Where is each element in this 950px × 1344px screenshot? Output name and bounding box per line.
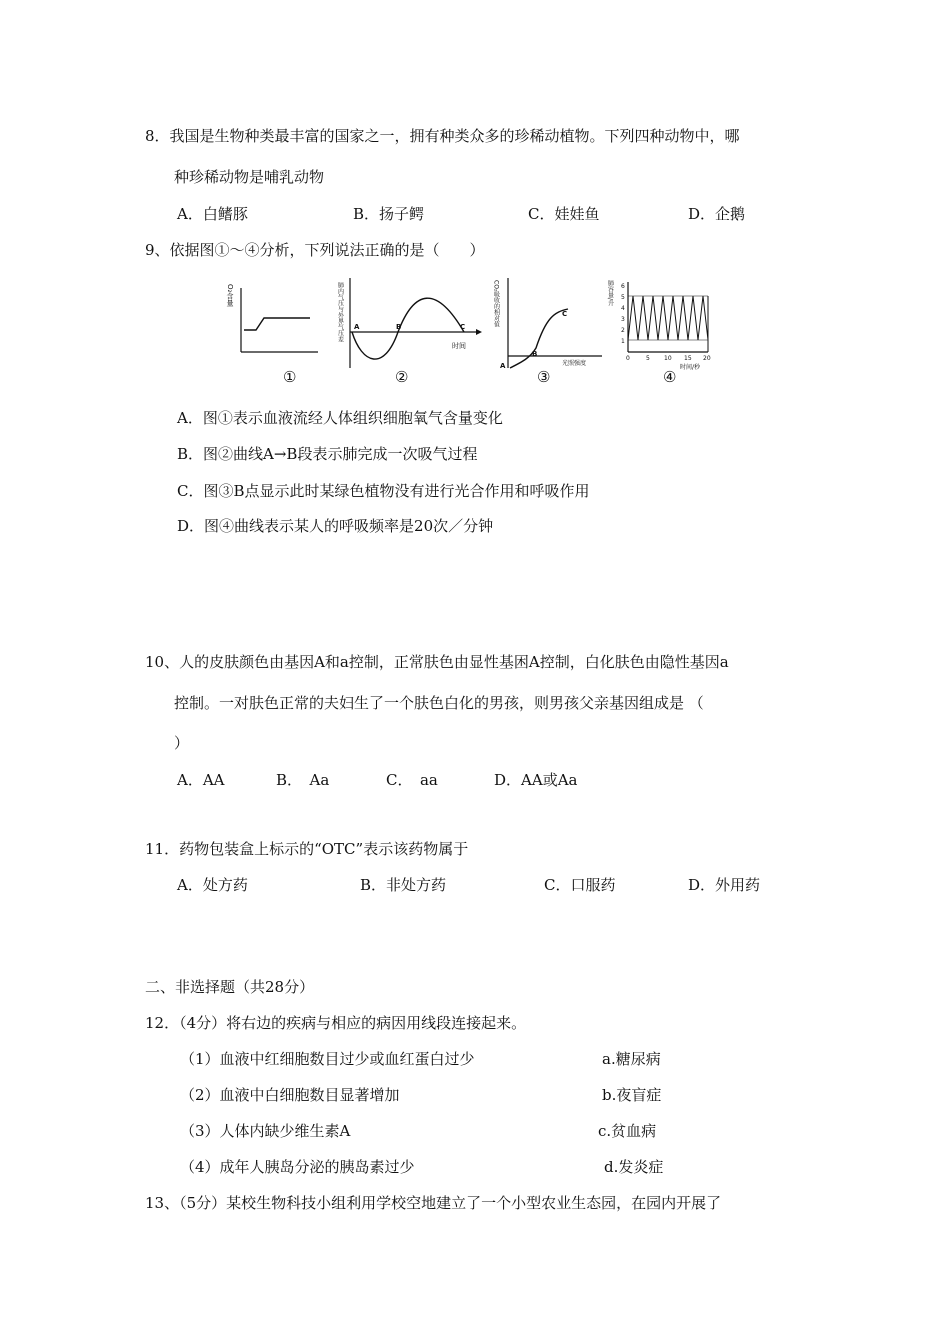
fig3-xlabel: 光照强度: [562, 360, 587, 367]
q10-option-c: C． aa: [386, 771, 438, 789]
fig2-point-a: A: [354, 323, 360, 331]
q10-option-b: B． Aa: [276, 771, 330, 789]
q9-stem: 9、依据图①～④分析，下列说法正确的是（ ）: [145, 241, 485, 259]
fig4-ytick-3: 3: [621, 316, 625, 323]
q10-stem-line3: ）: [174, 734, 190, 752]
q12-left-1: （1）血液中红细胞数目过少或血红蛋白过少: [180, 1050, 475, 1068]
q11-option-b: B．非处方药: [360, 876, 447, 894]
fig4-ytick-1: 1: [621, 338, 625, 345]
fig4-xtick-5: 5: [646, 355, 650, 362]
fig4-ylabel: 肺容量/升: [606, 280, 614, 307]
q10-option-d: D．AA或Aa: [494, 771, 578, 789]
figure-2: [336, 276, 486, 371]
q10-option-a: A．AA: [177, 771, 225, 789]
q10-stem-line2: 控制。一对肤色正常的夫妇生了一个肤色白化的男孩，则男孩父亲基因组成是 （: [174, 694, 704, 712]
fig3-point-b: B: [532, 350, 538, 358]
q9-option-a: A．图①表示血液流经人体组织细胞氧气含量变化: [177, 409, 503, 427]
fig4-xtick-15: 15: [684, 355, 692, 362]
q9-option-c: C．图③B点显示此时某绿色植物没有进行光合作用和呼吸作用: [177, 482, 590, 500]
fig3-ylabel: CO₂吸收的相对值: [492, 280, 500, 328]
q12-right-a: a.糖尿病: [602, 1050, 661, 1068]
q10-stem-line1: 10、人的皮肤颜色由基因A和a控制，正常肤色由显性基困A控制，白化肤色由隐性基因a: [145, 653, 729, 671]
q13-stem: 13、（5分）某校生物科技小组利用学校空地建立了一个小型农业生态园，在园内开展了: [145, 1194, 722, 1212]
figure-3: [494, 276, 606, 371]
q11-option-c: C．口服药: [544, 876, 616, 894]
figure-4: [608, 276, 720, 371]
fig2-number: ②: [395, 368, 409, 386]
q8-stem-line1: 8．我国是生物种类最丰富的国家之一，拥有种类众多的珍稀动植物。下列四种动物中，哪: [145, 127, 740, 145]
fig2-point-c: C: [460, 323, 466, 331]
q11-stem: 11．药物包装盒上标示的“OTC”表示该药物属于: [145, 840, 469, 858]
q8-option-a: A．白鳍豚: [177, 205, 248, 223]
q8-option-c: C．娃娃鱼: [528, 205, 600, 223]
fig4-xtick-20: 20: [703, 355, 711, 362]
q11-option-d: D．外用药: [688, 876, 761, 894]
fig3-point-a: A: [500, 362, 506, 370]
q11-option-a: A．处方药: [177, 876, 248, 894]
fig1-number: ①: [283, 368, 297, 386]
fig1-ylabel: O₂含量: [226, 284, 234, 307]
q9-option-b: B．图②曲线A→B段表示肺完成一次吸气过程: [177, 445, 478, 463]
fig4-xtick-10: 10: [664, 355, 672, 362]
q12-left-2: （2）血液中白细胞数目显著增加: [180, 1086, 400, 1104]
q8-stem-line2: 种珍稀动物是哺乳动物: [174, 168, 325, 186]
fig3-number: ③: [537, 368, 551, 386]
q12-right-c: c.贫血病: [598, 1122, 657, 1140]
q12-stem: 12．（4分）将右边的疾病与相应的病因用线段连接起来。: [145, 1014, 527, 1032]
fig4-xlabel: 时间/秒: [680, 364, 701, 371]
fig2-point-b: B: [396, 323, 402, 331]
fig2-ylabel: 肺内气压与外界气压差: [336, 282, 344, 342]
q8-option-d: D．企鹅: [688, 205, 746, 223]
fig2-xlabel: 时间: [452, 342, 466, 350]
q9-option-d: D．图④曲线表示某人的呼吸频率是20次／分钟: [177, 517, 494, 535]
fig4-ytick-6: 6: [621, 283, 625, 290]
fig4-number: ④: [663, 368, 677, 386]
q12-left-3: （3）人体内缺少维生素A: [180, 1122, 351, 1140]
fig4-ytick-4: 4: [621, 305, 625, 312]
q8-option-b: B．扬子鳄: [353, 205, 425, 223]
q12-left-4: （4）成年人胰岛分泌的胰岛素过少: [180, 1158, 415, 1176]
fig4-ytick-2: 2: [621, 327, 625, 334]
q12-right-b: b.夜盲症: [602, 1086, 662, 1104]
fig4-ytick-5: 5: [621, 294, 625, 301]
figure-1: [228, 280, 328, 360]
section-2-title: 二、非选择题（共28分）: [145, 978, 315, 996]
q12-right-d: d.发炎症: [604, 1158, 664, 1176]
fig3-point-c: C: [562, 310, 568, 318]
fig4-xtick-0: 0: [626, 355, 630, 362]
